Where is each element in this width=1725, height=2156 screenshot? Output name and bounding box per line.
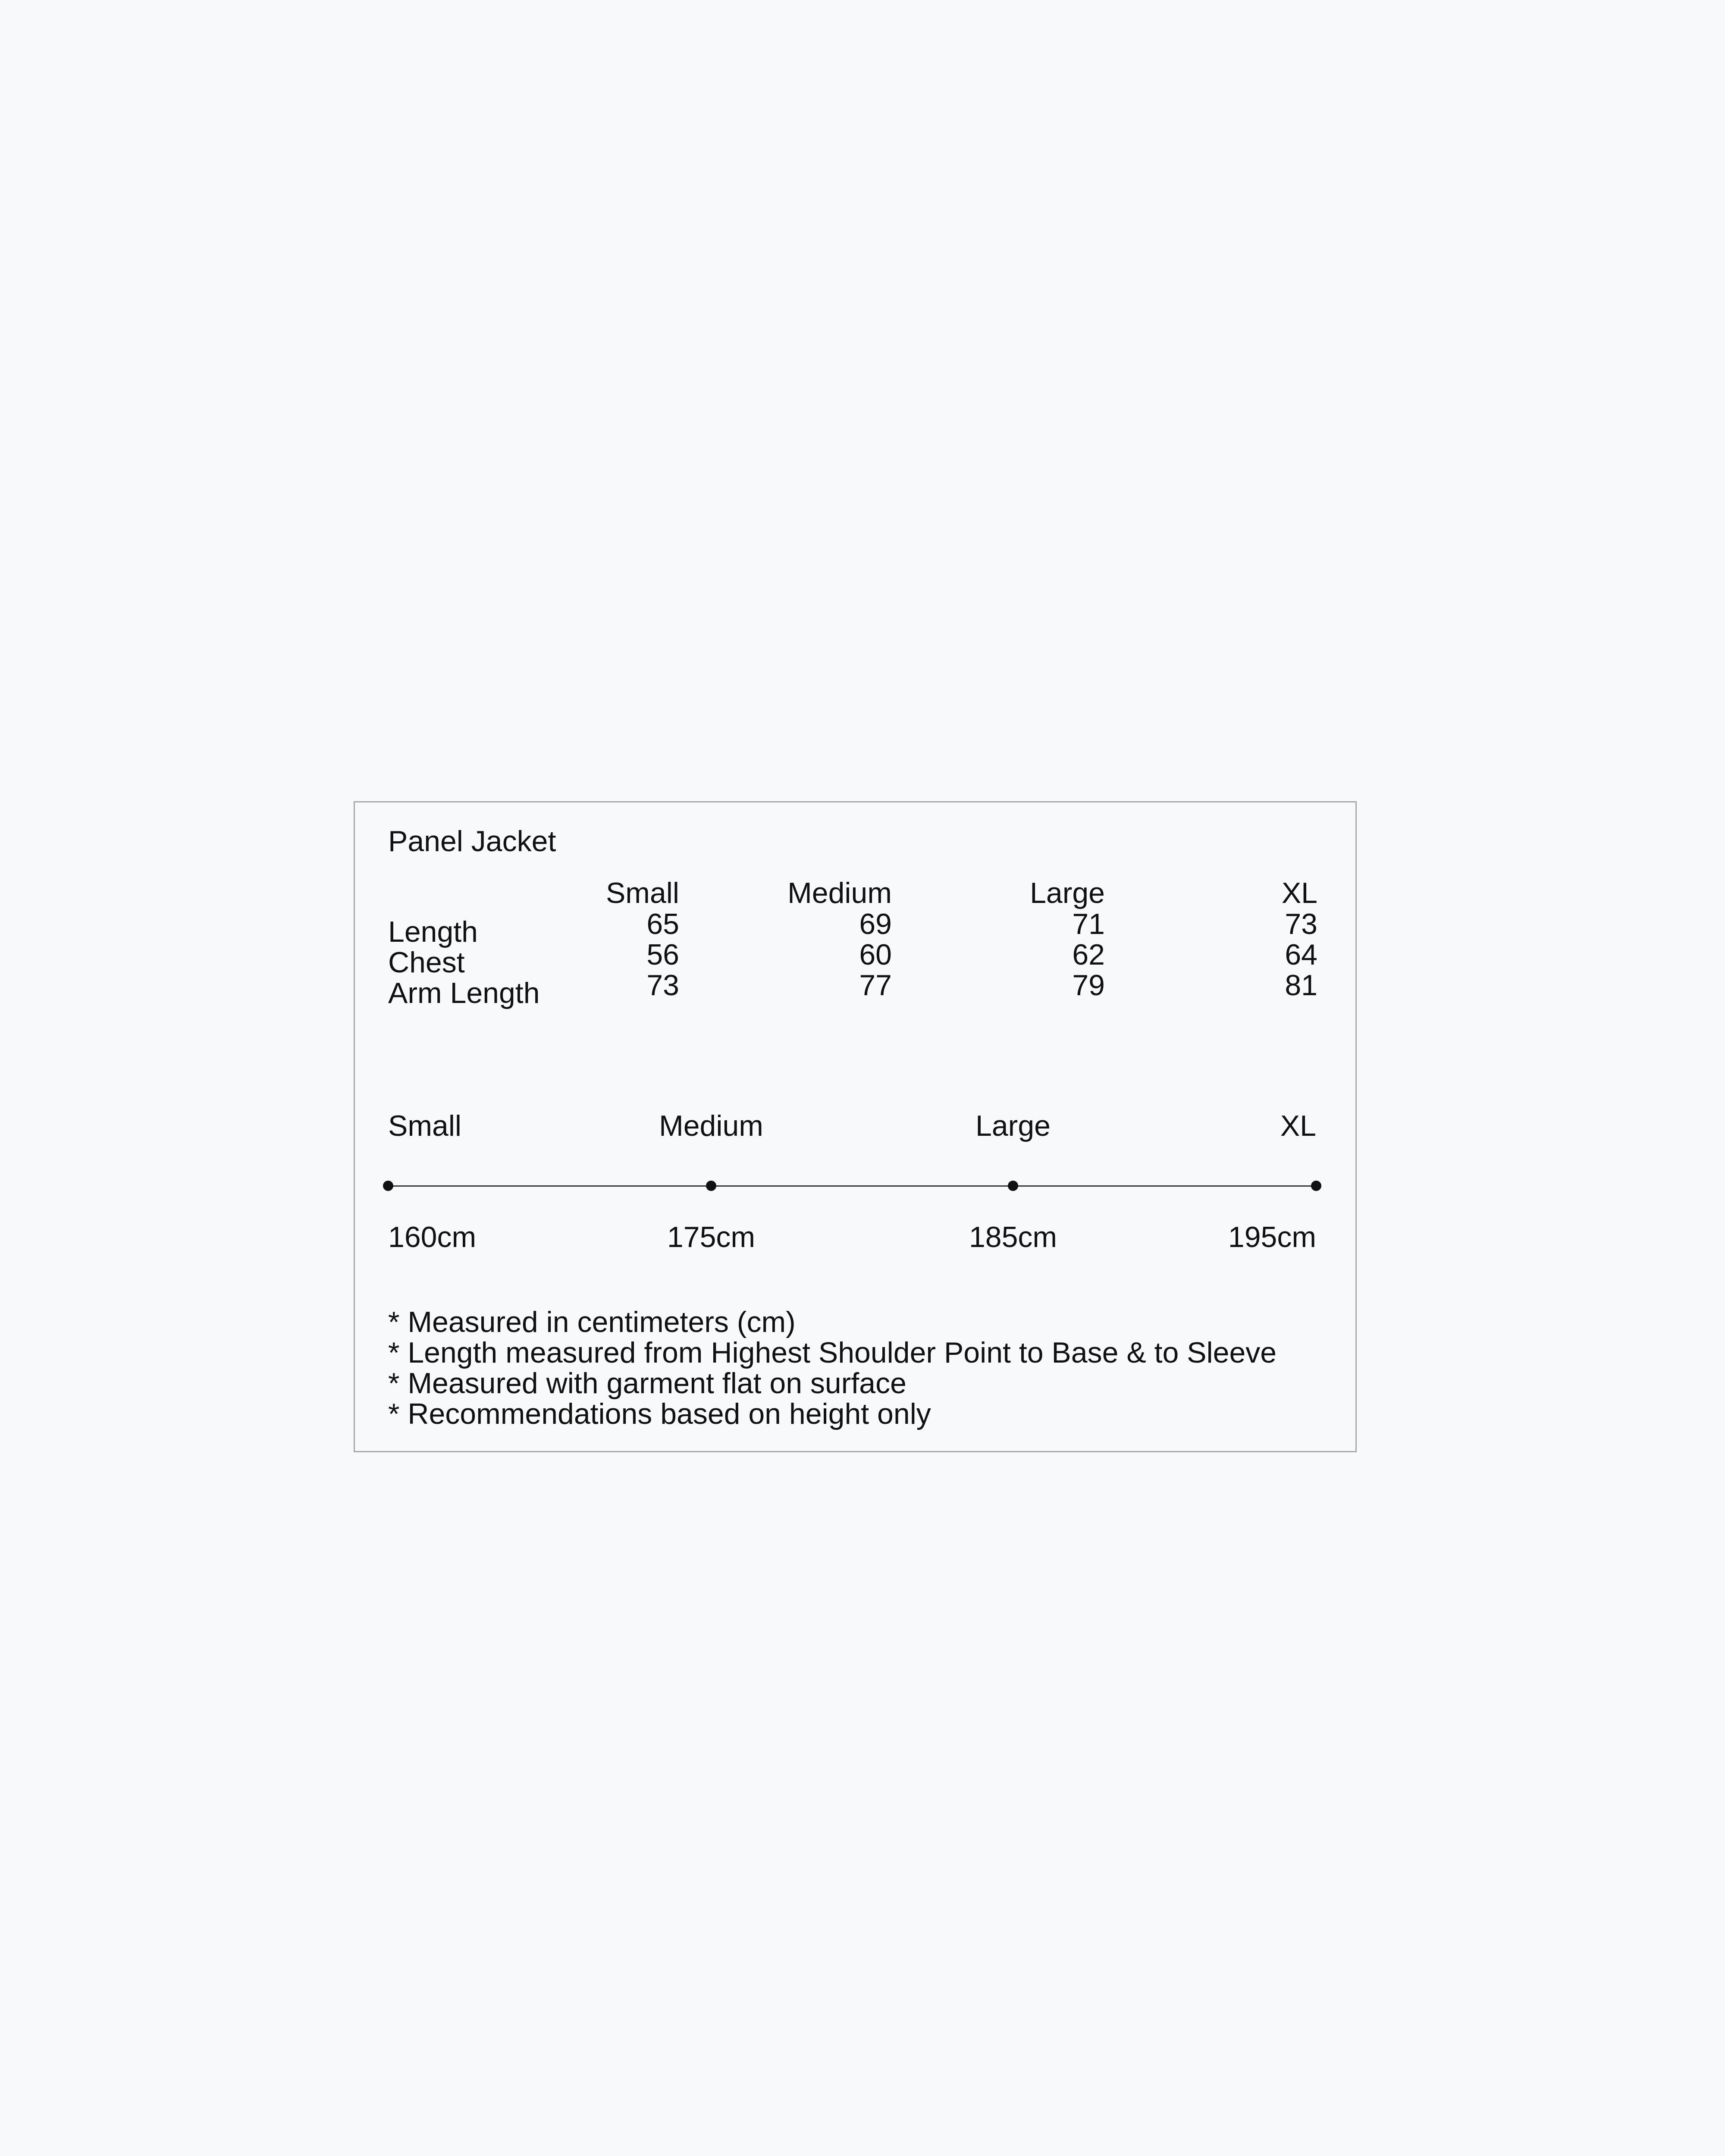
scale-height-175: 175cm bbox=[667, 1221, 756, 1253]
table-cell: 60 bbox=[859, 938, 892, 971]
table-cell: 56 bbox=[646, 938, 679, 971]
scale-size-small: Small bbox=[388, 1109, 462, 1142]
note-line: * Recommendations based on height only bbox=[388, 1398, 931, 1430]
size-header-medium: Medium bbox=[787, 877, 892, 909]
table-cell: 77 bbox=[859, 969, 892, 1002]
scale-height-195: 195cm bbox=[1228, 1221, 1316, 1253]
table-cell: 64 bbox=[1285, 938, 1317, 971]
scale-dot bbox=[383, 1181, 393, 1191]
scale-dot bbox=[1311, 1181, 1321, 1191]
scale-size-medium: Medium bbox=[659, 1109, 763, 1142]
size-header-large: Large bbox=[1030, 877, 1105, 909]
table-cell: 81 bbox=[1285, 969, 1317, 1002]
scale-line bbox=[388, 1185, 1316, 1187]
product-title: Panel Jacket bbox=[388, 825, 556, 858]
table-cell: 62 bbox=[1072, 938, 1105, 971]
note-line: * Length measured from Highest Shoulder Point to Base & to Sleeve bbox=[388, 1336, 1277, 1369]
scale-size-large: Large bbox=[975, 1109, 1051, 1142]
measurement-notes bbox=[388, 1307, 1276, 1429]
table-cell: 69 bbox=[859, 908, 892, 940]
scale-dot bbox=[706, 1181, 716, 1191]
note-line: * Measured in centimeters (cm) bbox=[388, 1306, 796, 1338]
table-cell: 73 bbox=[1285, 908, 1317, 940]
note-line: * Measured with garment flat on surface bbox=[388, 1367, 906, 1400]
table-cell: 73 bbox=[646, 969, 679, 1002]
row-label-length: Length bbox=[388, 915, 478, 948]
row-label-chest: Chest bbox=[388, 946, 465, 979]
scale-height-160: 160cm bbox=[388, 1221, 477, 1253]
table-cell: 71 bbox=[1072, 908, 1105, 940]
size-guide-card bbox=[354, 801, 1357, 1452]
scale-height-185: 185cm bbox=[969, 1221, 1057, 1253]
table-cell: 65 bbox=[646, 908, 679, 940]
size-header-xl: XL bbox=[1281, 877, 1317, 909]
table-cell: 79 bbox=[1072, 969, 1105, 1002]
scale-dot bbox=[1008, 1181, 1018, 1191]
scale-size-xl: XL bbox=[1280, 1109, 1316, 1142]
size-header-small: Small bbox=[605, 877, 679, 909]
row-label-arm-length: Arm Length bbox=[388, 977, 540, 1009]
